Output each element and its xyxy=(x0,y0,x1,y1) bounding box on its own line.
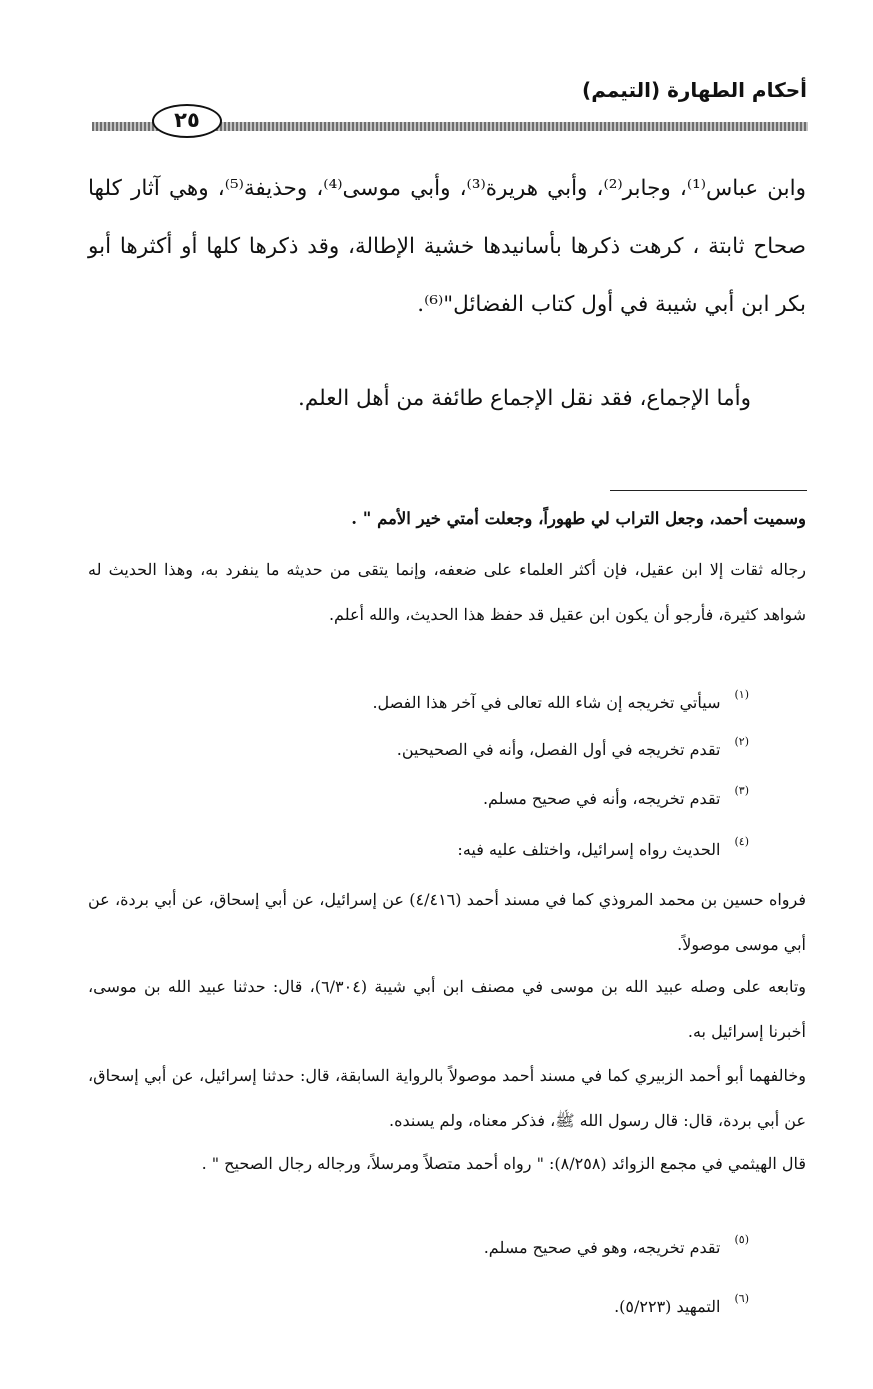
footnote-4-paragraph: قال الهيثمي في مجمع الزوائد (٨/٢٥٨): " رواه أحمد متصلاً ومرسلاً، ورجاله رجال الصحيح " . xyxy=(201,1154,806,1173)
running-header-title: أحكام الطهارة (التيمم) xyxy=(582,78,807,102)
footnote-4-paragraph: فرواه حسين بن محمد المروذي كما في مسند أحمد (٤/٤١٦) عن إسرائيل، عن أبي إسحاق، عن أبي بردة، عن أبي موسى موصولاً. xyxy=(88,890,807,954)
footnote-4-paragraph: وتابعه على وصله عبيد الله بن موسى في مصنف ابن أبي شيبة (٦/٣٠٤)، قال: حدثنا عبيد الله بن موسى، أخبرنا إسرائيل به. xyxy=(88,977,807,1041)
body-paragraph: وابن عباس⁽¹⁾، وجابر⁽²⁾، وأبي هريرة⁽³⁾، وأبي موسى⁽⁴⁾، وحذيفة⁽⁵⁾، وهي آثار كلها صحاح ثابتة ، كرهت ذكرها بأسانيدها خشية الإطالة، وقد ذكرها كلها أو أكثرها أبو بكر ابن أبي شيبة في أول كتاب الفضائل"⁽⁶⁾. xyxy=(88,176,806,317)
footnote-continuation-quote: وسميت أحمد، وجعل التراب لي طهوراً، وجعلت أمتي خير الأمم " . xyxy=(351,509,806,528)
page-number-badge: ٢٥ xyxy=(152,104,222,138)
body-paragraph: وأما الإجماع، فقد نقل الإجماع طائفة من أهل العلم. xyxy=(298,386,751,411)
footnote-5 xyxy=(484,1233,749,1265)
footnote-text: سيأتي تخريجه إن شاء الله تعالى في آخر هذا الفصل. xyxy=(372,693,721,712)
footnote-separator xyxy=(610,490,807,491)
footnote-text: الحديث رواه إسرائيل، واختلف عليه فيه: xyxy=(457,840,721,859)
footnote-text: التمهيد (٥/٢٢٣). xyxy=(614,1297,721,1316)
footnote-marker: (٤) xyxy=(734,835,749,848)
footnote-3 xyxy=(483,784,749,816)
footnote-4-paragraph: وخالفهما أبو أحمد الزبيري كما في مسند أحمد موصولاً بالرواية السابقة، قال: حدثنا إسرائيل، عن أبي إسحاق، عن أبي بردة، قال: قال رسول الله ﷺ، فذكر معناه، ولم يسنده. xyxy=(88,1066,806,1130)
footnote-2 xyxy=(397,735,749,767)
footnote-text: تقدم تخريجه، وأنه في صحيح مسلم. xyxy=(482,789,721,808)
footnote-marker: (٣) xyxy=(734,784,749,797)
footnote-marker: (١) xyxy=(734,688,749,701)
footnote-1 xyxy=(372,688,749,720)
footnote-4 xyxy=(457,835,749,867)
footnote-marker: (٢) xyxy=(734,735,749,748)
footnote-marker: (٦) xyxy=(734,1292,749,1305)
footnote-marker: (٥) xyxy=(734,1233,749,1246)
footnote-continuation-text: رجاله ثقات إلا ابن عقيل، فإن أكثر العلماء على ضعفه، وإنما يتقى من حديثه ما ينفرد به، وهذا الحديث له شواهد كثيرة، فأرجو أن يكون ابن عقيل قد حفظ هذا الحديث، والله أعلم. xyxy=(88,560,806,624)
footnote-text: تقدم تخريجه في أول الفصل، وأنه في الصحيحين. xyxy=(396,740,721,759)
footnote-6 xyxy=(614,1292,749,1324)
footnote-text: تقدم تخريجه، وهو في صحيح مسلم. xyxy=(483,1238,721,1257)
